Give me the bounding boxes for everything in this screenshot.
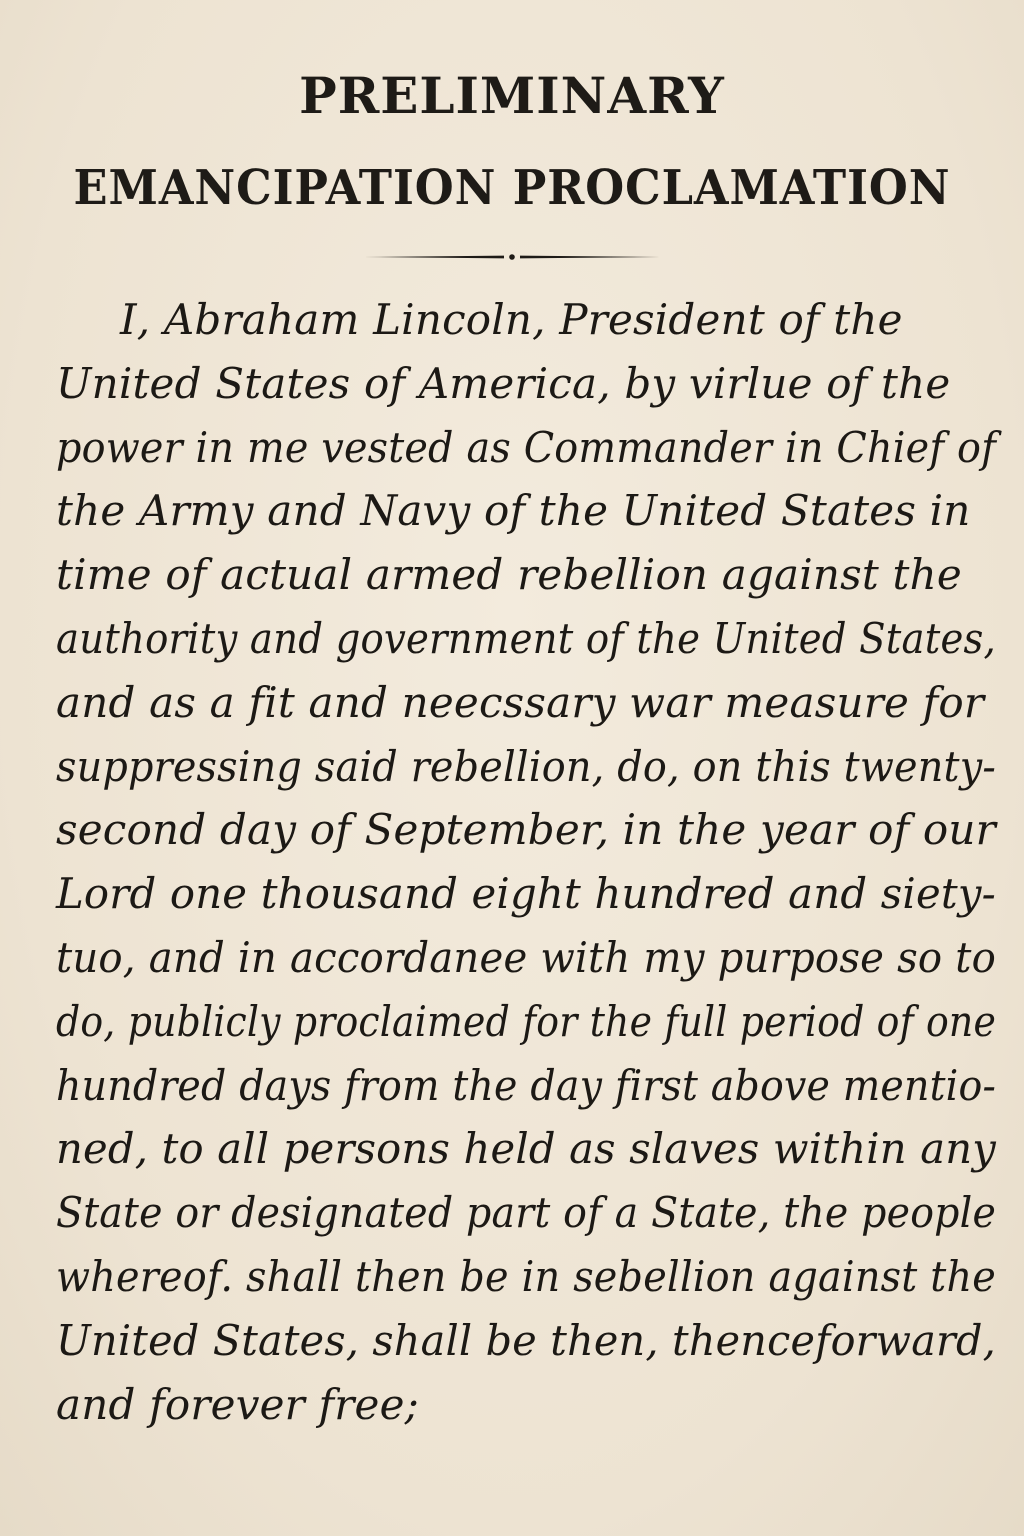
body-line: suppressing said rebellion, do, on this twenty- [56, 741, 996, 791]
body-line: power in me vested as Commander in Chief of [56, 422, 996, 472]
body-line: tuo, and in accordanee with my purpose so to [56, 932, 996, 982]
body-line: Lord one thousand eight hundred and siety- [56, 869, 996, 919]
body-line: whereof. shall then be in sebellion against the [56, 1251, 996, 1301]
body-line: and as a fit and neecssary war measure for [56, 677, 985, 727]
body-line: United States, shall be then, thenceforward, [56, 1315, 996, 1365]
title-line-2: EMANCIPATION PROCLAMATION [73, 160, 951, 216]
body-line: and forever free; [56, 1379, 419, 1429]
title-line-1: PRELIMINARY [299, 66, 725, 125]
body-line: ned, to all persons held as slaves within any [56, 1124, 996, 1174]
body-line: the Army and Navy of the United States in [56, 486, 971, 536]
body-line: United States of America, by virlue of the [56, 358, 951, 408]
body-line: time of actual armed rebellion against the [56, 550, 962, 600]
body-line: State or designated part of a State, the people [56, 1188, 996, 1238]
body-line: authority and government of the United States, [56, 613, 996, 663]
proclamation-body [56, 288, 996, 1436]
body-line: I, Abraham Lincoln, President of the [120, 295, 903, 344]
body-line: do, publicly proclaimed for the full period of one [56, 996, 996, 1046]
ornamental-divider [364, 254, 660, 260]
body-line: second day of September, in the year of our [56, 805, 996, 855]
body-line: hundred days from the day first above mentio- [56, 1060, 996, 1110]
